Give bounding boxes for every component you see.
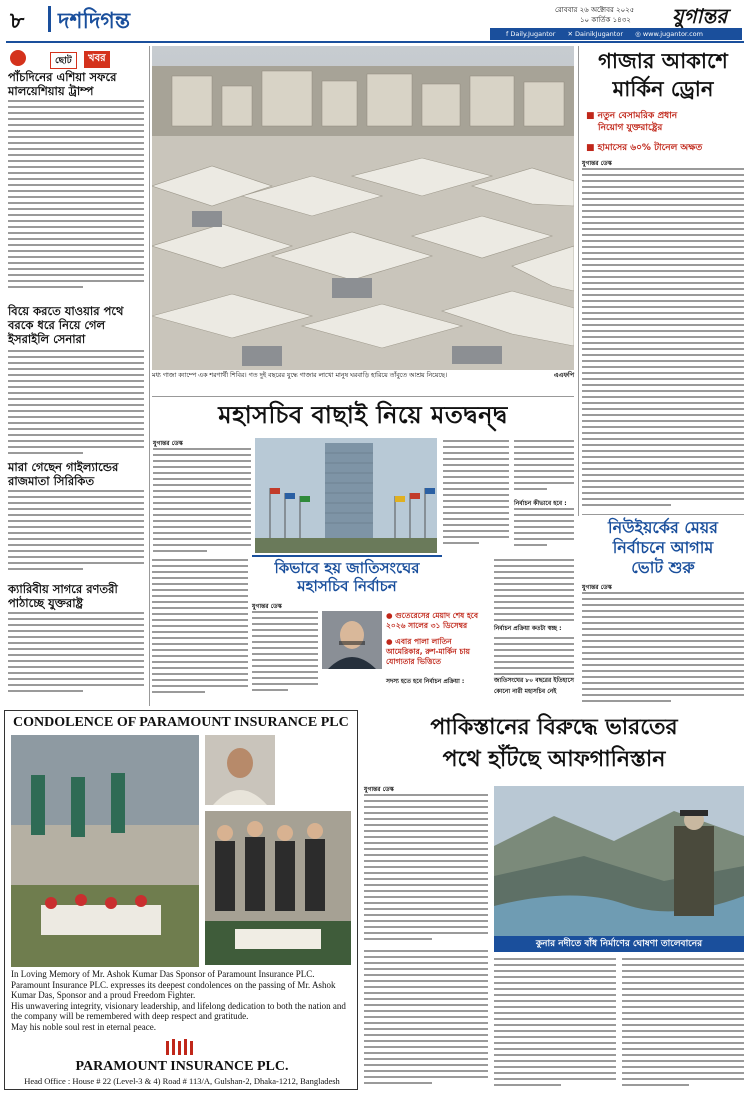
kunar-river-photo xyxy=(494,786,744,936)
short-news-badge xyxy=(10,50,140,66)
sub-body-mid xyxy=(252,611,318,699)
masthead-divider xyxy=(48,6,51,32)
dam-illustration xyxy=(494,786,744,936)
main-byline: যুগান্তর ডেস্ক xyxy=(153,440,183,447)
group-illustration xyxy=(205,811,351,965)
bullet-row xyxy=(386,637,490,667)
gaza-bullet xyxy=(586,110,744,134)
badge-right: খবর xyxy=(84,51,110,68)
short-news-body xyxy=(8,100,144,300)
company-address: Head Office : House # 22 (Level-3 & 4) Road # 113/A, Gulshan-2, Dhaka-1212, Bangladesh xyxy=(24,1076,340,1086)
bullet-icon: ● xyxy=(386,637,396,646)
story-rule xyxy=(582,514,744,515)
condolence-body-3: May his noble soul rest in eternal peace. xyxy=(11,1021,156,1032)
date-line-1: রোববার ২৬ অক্টোবর ২০২৫ xyxy=(555,6,635,14)
short-news-body xyxy=(8,612,144,700)
brand-logo: যুগান্তর xyxy=(672,4,728,28)
condolence-body-2: His unwavering integrity, visionary leadership, and lifelong dedication to both the nation and the company will be remembered with deep respect and gratitude. xyxy=(11,1000,346,1021)
bullet-icon: ● xyxy=(386,611,396,620)
twitter-icon: ✕ xyxy=(567,30,573,38)
short-news-body xyxy=(8,350,144,458)
afghan-body-col-3 xyxy=(494,958,616,1088)
afghan-body-col-1 xyxy=(364,794,488,944)
twitter-handle[interactable]: DainikJugantor xyxy=(575,30,623,38)
condolence-body: In Loving Memory of Mr. Ashok Kumar Das Sponsor of Paramount Insurance PLC. Paramount Insurance PLC. expresses its deepest condolences on the passing of Mr. Ashok Kumar Das, Sponsor and a proud Freedom Fighter. xyxy=(11,969,336,1000)
un-building-illustration xyxy=(255,438,437,553)
gaza-bullet-2: হামাসের ৬০% টানেল অক্ষত xyxy=(597,143,703,153)
ny-byline: যুগান্তর ডেস্ক xyxy=(582,584,612,591)
gaza-camp-photo xyxy=(152,46,574,370)
caption-credit: এএফপি xyxy=(553,372,574,379)
main-body-col-3b xyxy=(514,508,574,552)
ny-mayor-story xyxy=(582,518,744,708)
kunar-caption: কুনার নদীতে বাঁধ নির্মাণের ঘোষণা তালেবানের xyxy=(494,936,744,952)
bullet-row xyxy=(386,611,490,631)
short-news-body xyxy=(8,490,144,578)
globe-icon: ◎ xyxy=(635,30,641,38)
guterres-photo xyxy=(322,611,382,669)
caption-text: মধ্য গাজা ক্যাম্পে এক শরণার্থী শিবির। গত দুই বছরের যুদ্ধে গাজার লাখো মানুষ ঘরবাড়ি হারিয়ে তাঁবুতে আশ্রয় নিয়েছে। xyxy=(152,372,448,379)
globe-badge-icon xyxy=(10,50,26,66)
sub-headline-1[interactable]: কিভাবে হয় জাতিসংঘের xyxy=(252,555,442,578)
condolence-title: CONDOLENCE OF PARAMOUNT INSURANCE PLC xyxy=(13,715,349,730)
run-in-heading: জাতিসংঘের ৮০ বছরের ইতিহাসে কোনো নারী মহাসচিব নেই xyxy=(494,677,574,695)
ny-headline-2[interactable]: নির্বাচনে আগাম xyxy=(612,538,714,557)
ny-body xyxy=(582,592,744,706)
bullet-text-1: গুতেরেসের মেয়াদ শেষ হবে ২০২৬ সালের ৩১ ডিসেম্বর xyxy=(386,611,478,630)
sub-byline: যুগান্তর ডেস্ক xyxy=(252,603,282,610)
sub-headline-2[interactable]: মহাসচিব নির্বাচন xyxy=(297,577,397,595)
ad-photo-portrait xyxy=(205,735,275,805)
ad-photo-group xyxy=(205,811,351,965)
afghan-headline-1[interactable]: পাকিস্তানের বিরুদ্ধে ভারতের xyxy=(430,714,678,740)
condolence-text xyxy=(11,969,353,1032)
website-link[interactable]: www.jugantor.com xyxy=(642,30,703,38)
ny-headline-3[interactable]: ভোট শুরু xyxy=(631,558,695,577)
afghan-byline: যুগান্তর ডেস্ক xyxy=(364,786,394,793)
run-in-heading: সদস্য হতে হবে নির্বাচন প্রক্রিয়া : xyxy=(386,678,465,685)
condolence-ad xyxy=(4,710,358,1090)
bullet-icon: ■ xyxy=(586,111,598,121)
main-body-col-2 xyxy=(443,440,509,548)
gaza-photo-caption xyxy=(152,372,574,394)
sub-body-left xyxy=(152,559,248,699)
portrait-illustration xyxy=(322,611,382,669)
column-divider xyxy=(578,46,579,516)
run-in-heading: নির্বাচন কীভাবে হবে : xyxy=(514,500,567,507)
facebook-icon: f xyxy=(506,30,509,38)
run-in-heading: নির্বাচন প্রক্রিয়া কতটা স্বচ্ছ : xyxy=(494,623,574,634)
afghan-headline-2[interactable]: পথে হাঁটছে আফগানিস্তান xyxy=(442,746,666,772)
short-news-title[interactable]: বিয়ে করতে যাওয়ার পথে বরকে ধরে নিয়ে গেল ইসরাইলি সেনারা xyxy=(8,304,124,346)
gaza-headline-1[interactable]: গাজার আকাশে xyxy=(598,48,728,73)
masthead-rule xyxy=(6,41,744,43)
main-body-col-1 xyxy=(153,448,251,554)
masthead xyxy=(0,0,750,44)
bullet-text-2: এবার পালা লাতিন আমেরিকার, রুশ-মার্কিন চায় যোগ্যতার ভিত্তিতে xyxy=(386,637,470,666)
sub-story-box xyxy=(152,555,574,705)
ceremony-illustration xyxy=(11,735,199,967)
short-news-title[interactable]: ক্যারিবীয় সাগরে রণতরী পাঠাচ্ছে যুক্তরাষ্ট্র xyxy=(8,582,118,610)
section-title: দশদিগন্ত xyxy=(58,8,131,34)
short-news-column xyxy=(6,48,146,593)
short-news-title[interactable]: মারা গেছেন গাইল্যান্ডের রাজমাতা সিরিকিত xyxy=(8,460,119,488)
main-headline[interactable]: মহাসচিব বাছাই নিয়ে মতদ্বন্দ্ব xyxy=(218,400,508,429)
page-number: ৮ xyxy=(10,8,25,34)
column-divider xyxy=(149,46,150,706)
company-logo-icon xyxy=(160,1039,200,1057)
gaza-drone-story xyxy=(582,46,744,514)
afghan-body-col-4 xyxy=(622,958,744,1088)
gaza-camp-illustration xyxy=(152,46,574,370)
date-line-2: ১০ কার্তিক ১৪৩২ xyxy=(580,16,631,24)
story-rule xyxy=(152,396,574,397)
gaza-byline: যুগান্তর ডেস্ক xyxy=(582,160,612,167)
afghan-body-col-2 xyxy=(364,950,488,1088)
gaza-body xyxy=(582,168,744,512)
gaza-bullet xyxy=(586,140,744,155)
portrait-illustration xyxy=(205,735,275,805)
bullet-box xyxy=(386,611,490,667)
ad-photo-ceremony xyxy=(11,735,199,967)
un-headquarters-photo xyxy=(255,438,437,553)
short-news-title[interactable]: পাঁচদিনের এশিয়া সফরে মালয়েশিয়ায় ট্রাম্প xyxy=(8,70,117,98)
gaza-bullet-1a: নতুন বেসামরিক প্রধান xyxy=(597,111,678,121)
ny-headline-1[interactable]: নিউইয়র্কের মেয়র xyxy=(608,518,718,537)
main-body-col-3 xyxy=(514,440,574,496)
bullet-icon: ■ xyxy=(586,143,598,153)
facebook-handle[interactable]: Daily.Jugantor xyxy=(510,30,556,38)
gaza-bullet-1b: নিয়োগ যুক্তরাষ্ট্রের xyxy=(598,123,663,133)
company-name: PARAMOUNT INSURANCE PLC. xyxy=(75,1059,289,1074)
social-bar xyxy=(490,28,742,40)
badge-left: ছোট xyxy=(50,52,77,69)
gaza-headline-2[interactable]: মার্কিন ড্রোন xyxy=(612,76,714,101)
